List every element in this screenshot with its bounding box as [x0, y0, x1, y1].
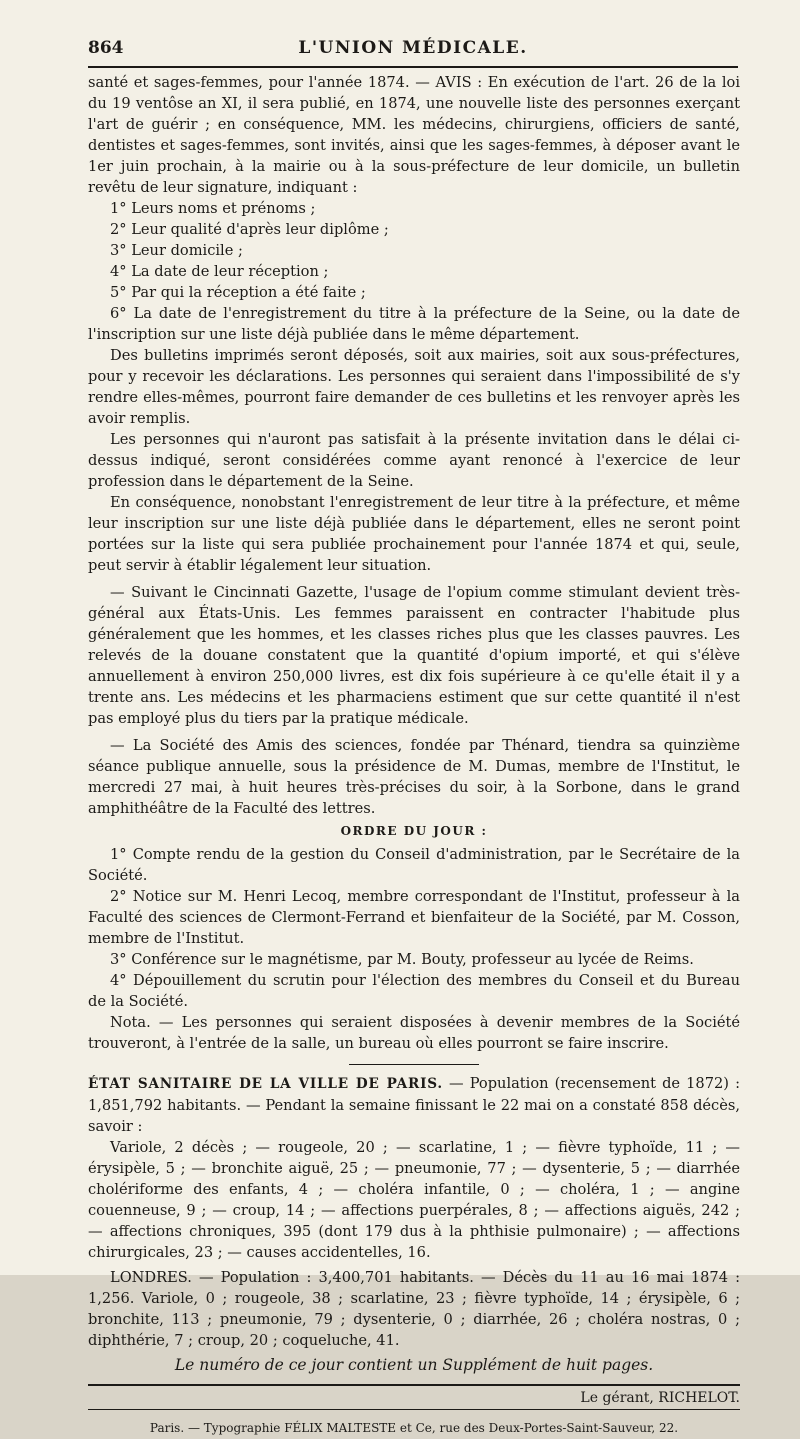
avis-item: 6° La date de l'enregistrement du titre à la préfecture de la Seine, ou la date de l'inscription sur une liste déjà publiée dans le même département. — [88, 305, 740, 343]
avis-paragraph: En conséquence, nonobstant l'enregistrement de leur titre à la préfecture, et même leur inscription sur une liste déjà publiée dans le département, elles ne seront point portées sur la liste qui sera publiée prochainement pour l'année 1874 et qui, seule, peut servir à établir légalement leur situation. — [88, 494, 740, 574]
avis-item: 4° La date de leur réception ; — [110, 263, 329, 280]
section-separator — [349, 1064, 479, 1065]
running-header — [88, 38, 738, 64]
etat-sanitaire — [88, 1073, 740, 1137]
societe-intro: — La Société des Amis des sciences, fondée par Thénard, tiendra sa quinzième séance publique annuelle, sous la présidence de M. Dumas, membre de l'Institut, le mercredi 27 mai, à huit heures très-précises du soir, à la Sorbone, dans le grand amphithéâtre de la Faculté des lettres. — [88, 737, 740, 817]
printer-imprint: Paris. — Typographie FÉLIX MALTESTE et Ce, rue des Deux-Portes-Saint-Sauveur, 22. — [149, 1421, 679, 1435]
avis-item: 5° Par qui la réception a été faite ; — [110, 284, 366, 301]
avis-item: 1° Leurs noms et prénoms ; — [110, 200, 316, 217]
avis-item: 2° Leur qualité d'après leur diplôme ; — [110, 221, 389, 238]
avis-paragraph: Les personnes qui n'auront pas satisfait à la présente invitation dans le délai ci-dessus indiqué, seront considérées comme ayant renoncé à l'exercice de leur profession dans le département de la Seine. — [88, 431, 740, 490]
footer-rule-thin — [88, 1409, 740, 1410]
page-number: 864 — [88, 38, 124, 58]
ordre-item: 2° Notice sur M. Henri Lecoq, membre correspondant de l'Institut, professeur à la Faculté des sciences de Clermont-Ferrand et bienfaiteur de la Société, par M. Cosson, membre de l'Institut. — [88, 888, 740, 947]
footer-rule — [88, 1384, 740, 1386]
ordre-du-jour-title: ORDRE DU JOUR : — [340, 824, 488, 838]
ordre-item: 4° Dépouillement du scrutin pour l'élection des membres du Conseil et du Bureau de la Société. — [88, 972, 740, 1010]
running-title: L'UNION MÉDICALE. — [298, 38, 528, 58]
ordre-item: 1° Compte rendu de la gestion du Conseil d'administration, par le Secrétaire de la Société. — [88, 846, 740, 884]
londres-paragraph: LONDRES. — Population : 3,400,701 habitants. — Décès du 11 au 16 mai 1874 : 1,256. Variole, 0 ; rougeole, 38 ; scarlatine, 23 ; fièvre typhoïde, 14 ; érysipèle, 6 ; bronchite, 113 ; pneumonie, 79 ; dysenterie, 0 ; diarrhée, 26 ; choléra nostras, 0 ; diphthérie, 7 ; croup, 20 ; coqueluche, 41. — [88, 1269, 740, 1349]
etat-title: ÉTAT SANITAIRE DE LA VILLE DE PARIS. — [88, 1076, 443, 1092]
supplement-notice: Le numéro de ce jour contient un Supplément de huit pages. — [174, 1356, 654, 1374]
gerant-signature: Le gérant, RICHELOT. — [580, 1390, 740, 1406]
avis-lead: santé et sages-femmes, pour l'année 1874. — AVIS : En exécution de l'art. 26 de la loi du 19 ventôse an XI, il sera publié, en 1874, une nouvelle liste des personnes exerçant l'art de guérir ; en conséquence, MM. les médecins, chirurgiens, officiers de santé, dentistes et sages-femmes, sont invités, ainsi que les sages-femmes, à déposer avant le 1er juin prochain, à la mairie ou à la sous-préfecture de leur domicile, un bulletin revêtu de leur signature, indiquant : — [88, 74, 740, 196]
avis-paragraph: Des bulletins imprimés seront déposés, soit aux mairies, soit aux sous-préfectures, pour y recevoir les déclarations. Les personnes qui seraient dans l'impossibilité de s'y rendre elles-mêmes, pourront faire demander de ces bulletins et les renvoyer après les avoir remplis. — [88, 347, 740, 427]
opium-paragraph: — Suivant le Cincinnati Gazette, l'usage de l'opium comme stimulant devient très-général aux États-Unis. Les femmes paraissent en contracter l'habitude plus généralement que les hommes, et les classes riches plus que les classes pauvres. Les relevés de la douane constatent que la quantité d'opium importé, et qui s'élève annuellement à environ 250,000 livres, est dix fois supérieure à ce qu'elle était il y a trente ans. Les médecins et les pharmaciens estiment que sur cette quantité il n'est pas employé plus du tiers par la pratique médicale. — [88, 584, 740, 727]
ordre-item: 3° Conférence sur le magnétisme, par M. Bouty, professeur au lycée de Reims. — [110, 951, 694, 968]
etat-intro: — Population (recensement de 1872) : 1,851,792 habitants. — Pendant la semaine finissant le 22 mai on a constaté 858 décès, savoir : — [88, 1075, 740, 1135]
article-body — [88, 72, 740, 1439]
nota-paragraph: Nota. — Les personnes qui seraient disposées à devenir membres de la Société trouveront, à l'entrée de la salle, un bureau où elles pourront se faire inscrire. — [88, 1014, 740, 1052]
header-rule — [88, 66, 738, 68]
avis-item: 3° Leur domicile ; — [110, 242, 243, 259]
etat-detail: Variole, 2 décès ; — rougeole, 20 ; — scarlatine, 1 ; — fièvre typhoïde, 11 ; — érysipèle, 5 ; — bronchite aiguë, 25 ; — pneumonie, 77 ; — dysenterie, 5 ; — diarrhée cholériforme des enfants, 4 ; — choléra infantile, 0 ; — choléra, 1 ; — angine couenneuse, 9 ; — croup, 14 ; — affections puerpérales, 8 ; — affections aiguës, 242 ; — affections chroniques, 395 (dont 179 dus à la phthisie pulmonaire) ; — affections chirurgicales, 23 ; — causes accidentelles, 16. — [88, 1139, 740, 1261]
